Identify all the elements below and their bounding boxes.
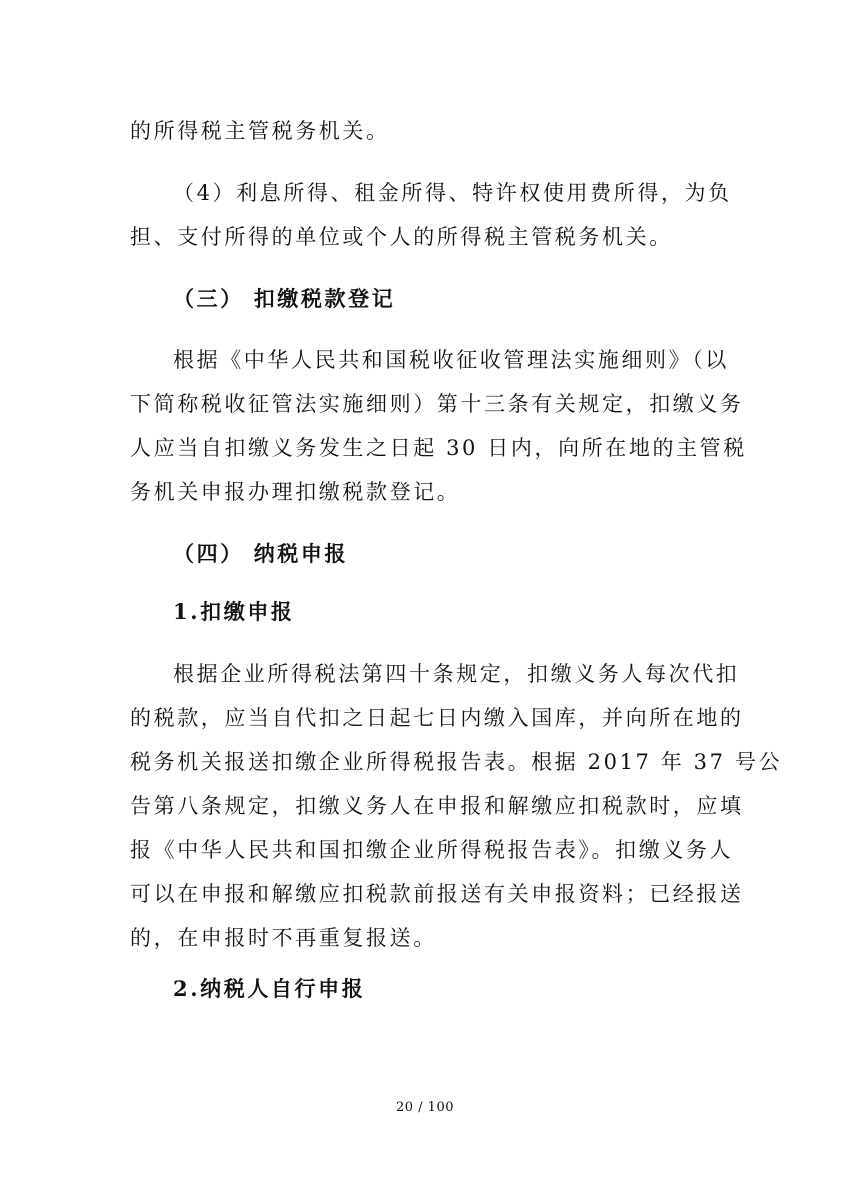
subsection-heading: 1.扣缴申报	[173, 599, 295, 624]
section-heading: （三） 扣缴税款登记	[173, 286, 396, 311]
text-line: 税务机关报送扣缴企业所得税报告表。根据 2017 年 37 号公	[130, 750, 783, 774]
paragraph-line: 根据企业所得税法第四十条规定，扣缴义务人每次代扣	[173, 662, 740, 686]
text-line: 下简称税收征管法实施细则）第十三条有关规定，扣缴义务	[130, 392, 744, 416]
text-line: 务机关申报办理扣缴税款登记。	[130, 480, 461, 504]
text-line: 可以在申报和解缴应扣税款前报送有关申报资料；已经报送	[130, 882, 744, 906]
paragraph-line: （4）利息所得、租金所得、特许权使用费所得，为负	[173, 181, 732, 205]
text-line: 的税款，应当自代扣之日起七日内缴入国库，并向所在地的	[130, 706, 744, 730]
text-line: 的，在申报时不再重复报送。	[130, 926, 437, 950]
text-line: 担、支付所得的单位或个人的所得税主管税务机关。	[130, 225, 673, 249]
text-line: 的所得税主管税务机关。	[130, 119, 390, 143]
subsection-heading: 2.纳税人自行申报	[173, 976, 366, 1001]
text-line: 告第八条规定，扣缴义务人在申报和解缴应扣税款时，应填	[130, 794, 744, 818]
paragraph-line: 根据《中华人民共和国税收征收管理法实施细则》（以	[173, 348, 729, 372]
text-line: 人应当自扣缴义务发生之日起 30 日内，向所在地的主管税	[130, 436, 747, 460]
page-number: 20 / 100	[396, 1100, 454, 1115]
text-line: 报《中华人民共和国扣缴企业所得税报告表》。扣缴义务人	[130, 838, 734, 862]
section-heading: （四） 纳税申报	[173, 541, 349, 566]
